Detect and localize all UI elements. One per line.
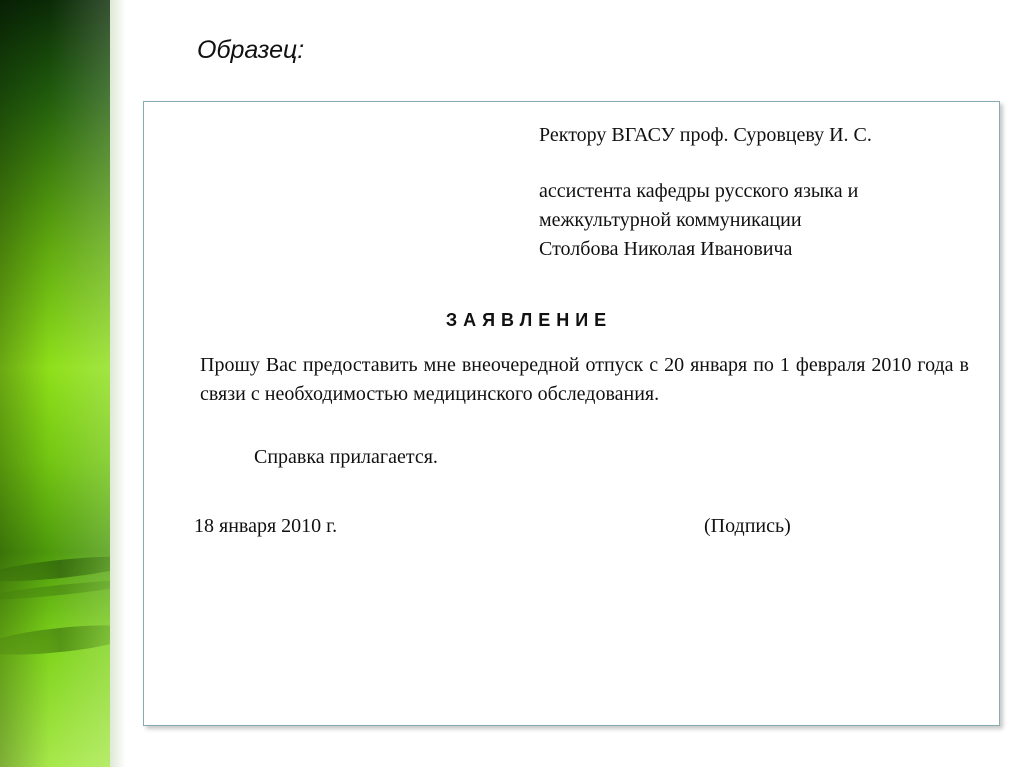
addressee-from-line-1: ассистента кафедры русского языка и <box>539 180 859 202</box>
addressee-from-line-3: Столбова Николая Ивановича <box>539 238 793 260</box>
attachment-note: Справка прилагается. <box>254 446 438 468</box>
decorative-streak <box>0 620 110 661</box>
addressee-block <box>539 121 979 264</box>
document-body: Прошу Вас предоставить мне внеочередной отпуск с 20 января по 1 февраля 2010 года в связи с необходимостью медицинского обследования. <box>200 354 969 405</box>
decorative-band-edge <box>110 0 126 767</box>
document-heading: ЗАЯВЛЕНИЕ <box>445 310 613 330</box>
signature-placeholder: (Подпись) <box>704 515 791 537</box>
document-date: 18 января 2010 г. <box>194 515 338 537</box>
decorative-green-band <box>0 0 110 767</box>
document-sample <box>143 101 1000 726</box>
addressee-to: Ректору ВГАСУ проф. Суровцеву И. С. <box>539 124 872 146</box>
slide-title: Образец: <box>197 36 305 64</box>
addressee-from-line-2: межкультурной коммуникации <box>539 209 802 231</box>
